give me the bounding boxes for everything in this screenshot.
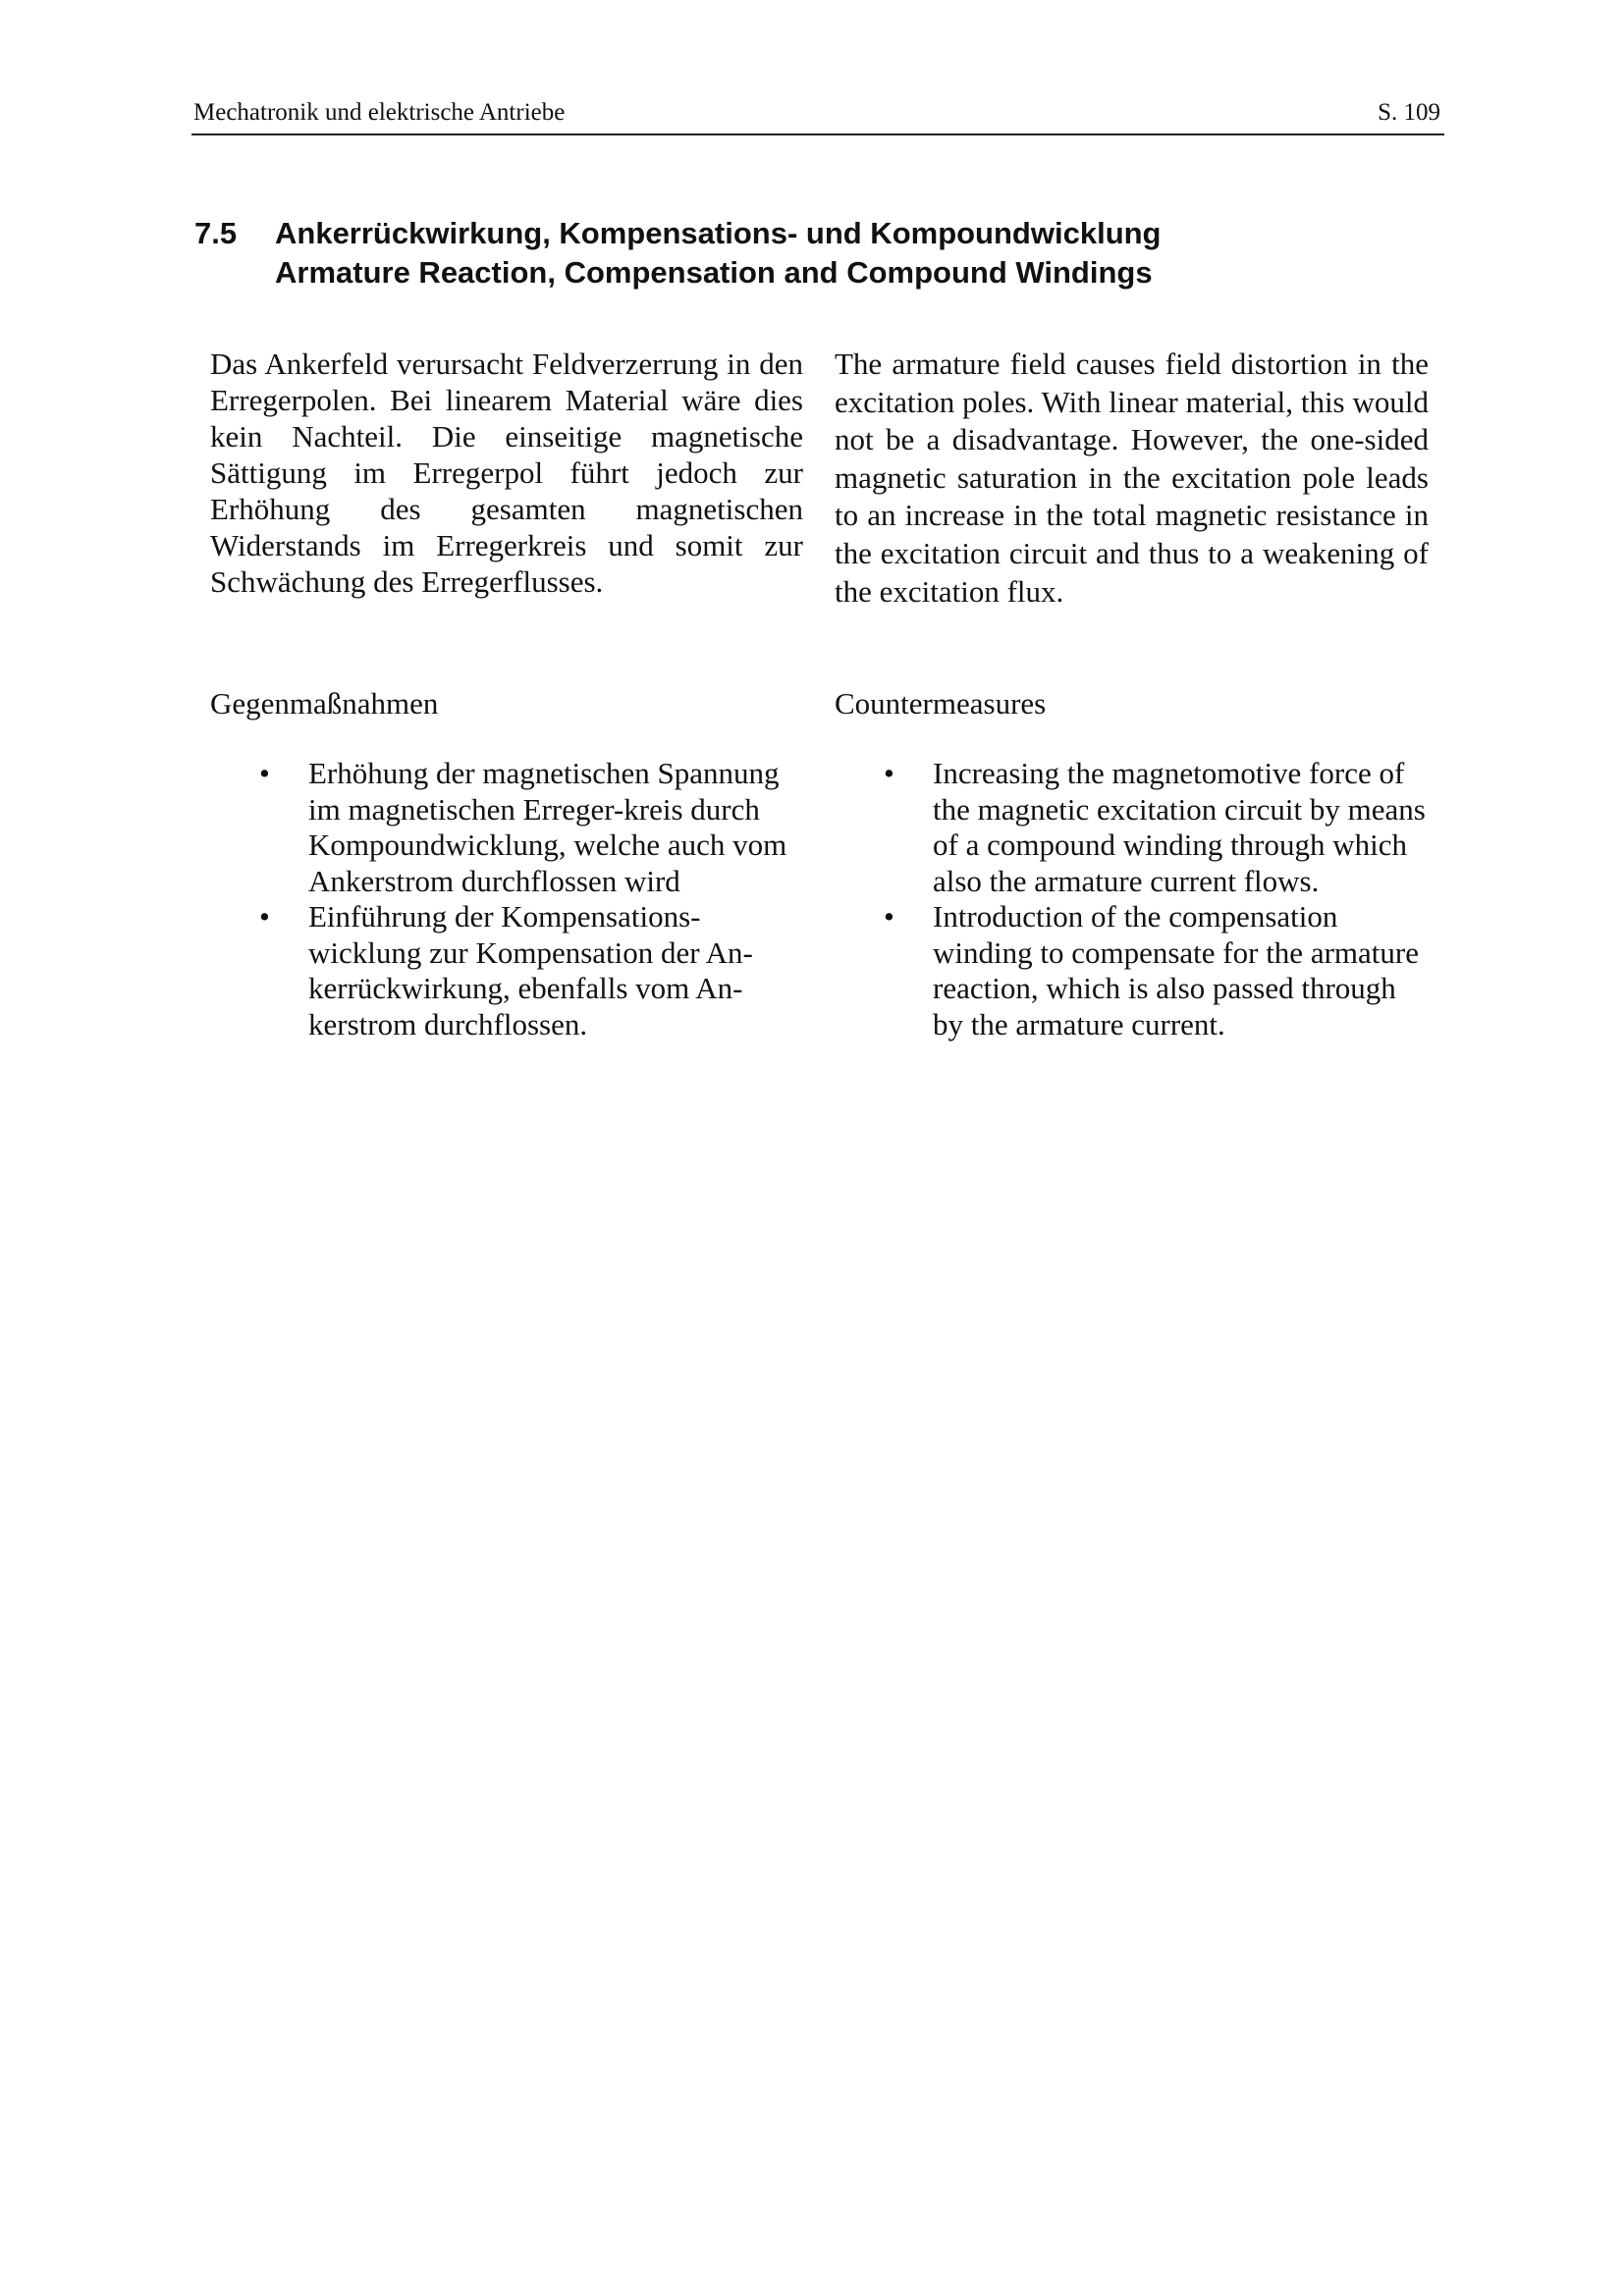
- bullet-icon: •: [884, 756, 894, 790]
- section-titles: [275, 214, 1162, 293]
- english-column: [835, 346, 1429, 1041]
- section-number: 7.5: [194, 216, 238, 250]
- bullet-text: Introduction of the compensation winding to compensate for the armature reaction, which is also passed through by the armature current.: [933, 899, 1419, 1041]
- list-item: [835, 899, 1429, 1042]
- german-column: [210, 346, 803, 1041]
- page-number: S. 109: [1378, 99, 1440, 126]
- section-title-en: Armature Reaction, Compensation and Compound Windings: [275, 255, 1153, 290]
- bullet-icon: •: [259, 899, 270, 934]
- section-title-de: Ankerrückwirkung, Kompensations- und Kompoundwicklung: [275, 216, 1162, 250]
- book-title: Mechatronik und elektrische Antriebe: [193, 99, 566, 126]
- list-item: [210, 899, 803, 1042]
- page-header: [191, 96, 1444, 135]
- bullet-text: Erhöhung der magnetischen Spannung im magnetischen Erreger-kreis durch Kompoundwicklung, welche auch vom Ankerstrom durchflossen wird: [308, 756, 787, 898]
- english-bullet-list: [835, 756, 1429, 1042]
- bullet-icon: •: [259, 756, 270, 790]
- list-item: [835, 756, 1429, 899]
- bullet-text: Increasing the magnetomotive force of the magnetic excitation circuit by means of a compound winding through which also the armature current flows.: [933, 756, 1426, 898]
- english-paragraph: The armature field causes field distortion in the excitation poles. With linear material, this would not be a disadvantage. However, the one-sided magnetic saturation in the excitation pole leads to an increase in the total magnetic resistance in the excitation circuit and thus to a weakening of the excitation flux.: [835, 347, 1429, 609]
- bullet-icon: •: [884, 899, 894, 934]
- german-bullet-list: [210, 756, 803, 1042]
- english-subheading: Countermeasures: [835, 686, 1047, 721]
- german-subheading: Gegenmaßnahmen: [210, 686, 439, 721]
- list-item: [210, 756, 803, 899]
- german-paragraph: Das Ankerfeld verursacht Feldverzerrung in den Erregerpolen. Bei linearem Material wäre dies kein Nachteil. Die einseitige magnetische Sättigung im Erregerpol führt jedoch zur Erhöhung des gesamten magnetischen Widerstands im Erregerkreis und somit zur Schwächung des Erregerflusses.: [210, 347, 803, 599]
- bullet-text: Einführung der Kompensations-wicklung zur Kompensation der An-kerrückwirkung, ebenfalls vom An-kerstrom durchflossen.: [308, 899, 753, 1041]
